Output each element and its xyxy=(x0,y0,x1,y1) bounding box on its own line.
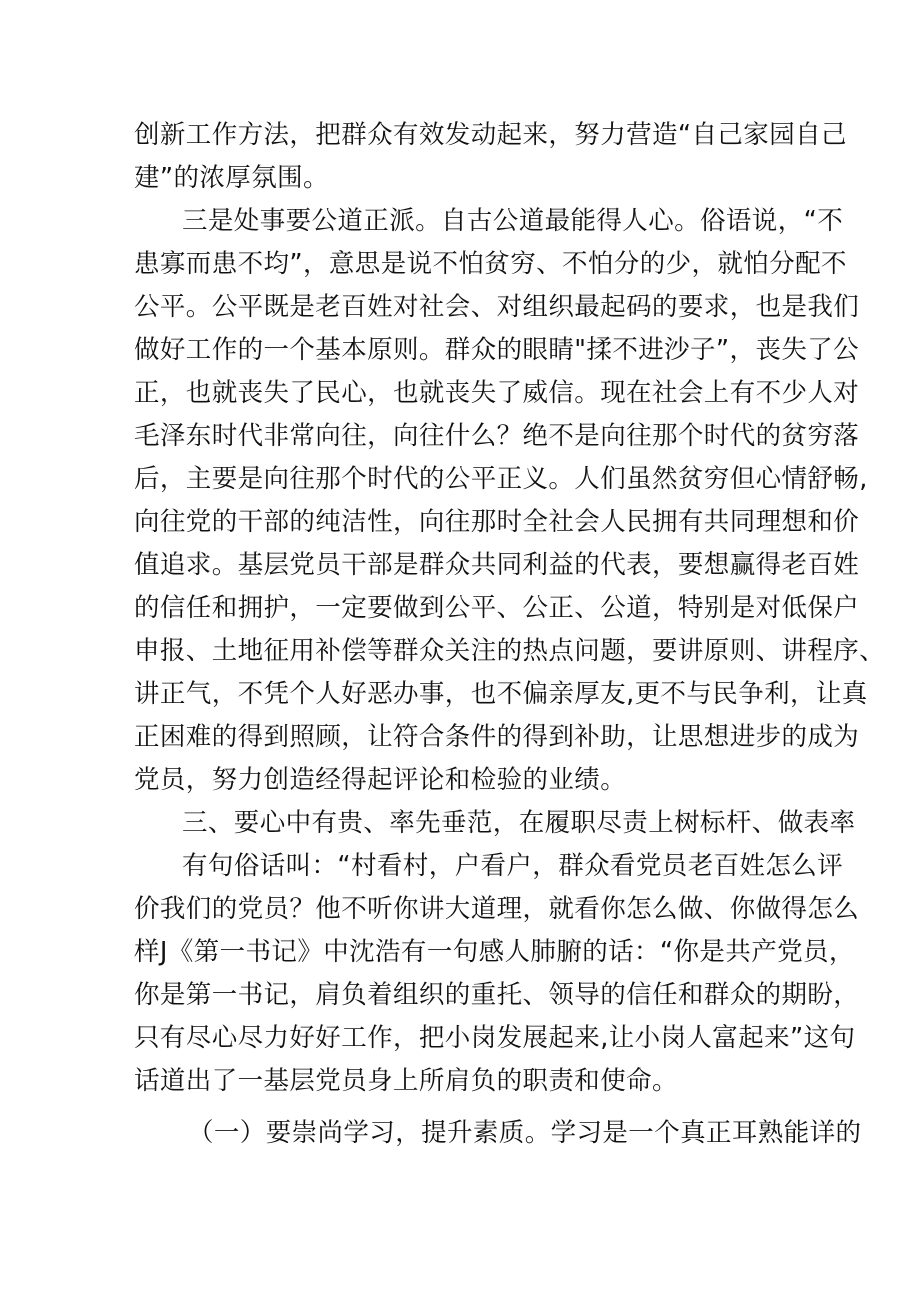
text-line: 价我们的党员？他不听你讲大道理，就看你怎么做、你做得怎么 xyxy=(134,894,860,924)
text-line: 公平。公平既是老百姓对社会、对组织最起码的要求，也是我们 xyxy=(134,292,860,322)
subsection-heading: （一）要崇尚学习，提升素质。学习是一个真正耳熟能详的 xyxy=(188,1118,862,1148)
text-line: 创新工作方法，把群众有效发动起来，努力营造“自己家园自己 xyxy=(134,120,847,150)
text-line: 建”的浓厚氛围。 xyxy=(134,163,329,193)
text-line: 患寡而患不均”，意思是说不怕贫穷、不怕分的少，就怕分配不 xyxy=(134,249,847,279)
section-heading: 三、要心中有贵、率先垂范，在履职尽责上树标杆、做表率 xyxy=(182,808,856,838)
text-line: 正困难的得到照顾，让符合条件的得到补助，让思想进步的成为 xyxy=(134,722,860,752)
text-line: 只有尽心尽力好好工作，把小岗发展起来,让小岗人富起来”这句 xyxy=(134,1023,856,1053)
text-line: 后，主要是向往那个时代的公平正义。人们虽然贫穷但心情舒畅, xyxy=(134,464,868,494)
text-line: 毛泽东时代非常向往，向往什么？绝不是向往那个时代的贫穷落 xyxy=(134,421,860,451)
text-line: 值追求。基层党员干部是群众共同利益的代表，要想赢得老百姓 xyxy=(134,550,860,580)
text-line: 你是第一书记，肩负着组织的重托、领导的信任和群众的期盼， xyxy=(134,980,860,1010)
paragraph-start: 有句俗话叫：“村看村，户看户，群众看党员老百姓怎么评 xyxy=(182,851,844,881)
text-line: 样J《第一书记》中沈浩有一句感人肺腑的话：“你是共产党员， xyxy=(134,937,855,967)
text-line: 正，也就丧失了民心，也就丧失了威信。现在社会上有不少人对 xyxy=(134,378,860,408)
text-line: 党员，努力创造经得起评论和检验的业绩。 xyxy=(134,765,627,795)
text-line: 话道出了一基层党员身上所肩负的职责和使命。 xyxy=(134,1066,678,1096)
text-line: 申报、土地征用补偿等群众关注的热点问题，要讲原则、讲程序、 xyxy=(134,636,886,666)
text-line: 向往党的干部的纯洁性，向往那时全社会人民拥有共同理想和价 xyxy=(134,507,860,537)
text-line: 做好工作的一个基本原则。群众的眼睛"揉不进沙子”，丧失了公 xyxy=(134,335,860,365)
paragraph-start: 三是处事要公道正派。自古公道最能得人心。俗语说，“不 xyxy=(182,206,844,236)
text-line: 的信任和拥护，一定要做到公平、公正、公道，特别是对低保户 xyxy=(134,593,860,623)
text-line: 讲正气，不凭个人好恶办事，也不偏亲厚友,更不与民争利，让真 xyxy=(134,679,868,709)
